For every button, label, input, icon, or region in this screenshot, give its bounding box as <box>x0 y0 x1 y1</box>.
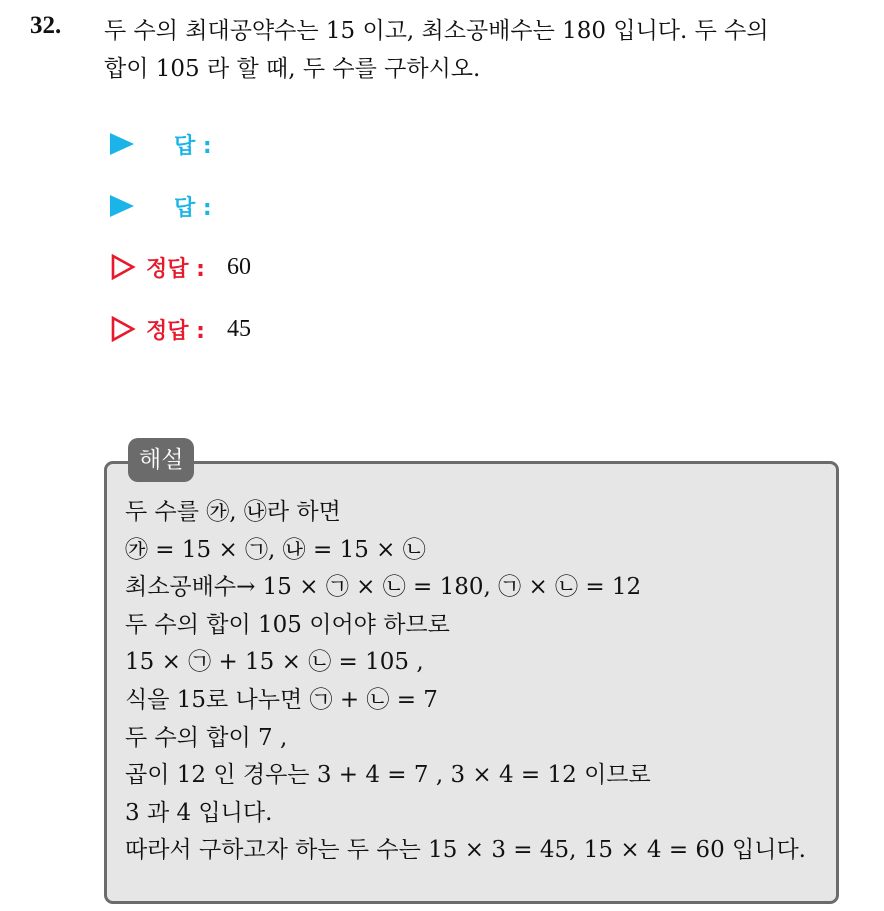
explanation-line: 곱이 12 인 경우는 3 + 4 = 7 , 3 × 4 = 12 이므로 <box>125 762 651 789</box>
correct-value: 45 <box>226 315 251 342</box>
answer-label: 답 : <box>174 133 212 159</box>
explanation-line: 3 과 4 입니다. <box>125 799 273 826</box>
filled-triangle-icon <box>110 133 134 155</box>
explanation-line: 15 × ㉠ + 15 × ㉡ = 105 , <box>125 649 424 676</box>
filled-triangle-icon <box>110 195 134 217</box>
explanation-tag: 해설 <box>128 438 194 482</box>
explanation-line: 두 수를 ㉮, ㉯라 하면 <box>125 499 341 525</box>
outline-triangle-icon <box>110 254 136 280</box>
question-number: 32. <box>30 12 62 39</box>
explanation-line: 최소공배수→ 15 × ㉠ × ㉡ = 180, ㉠ × ㉡ = 12 <box>125 574 642 601</box>
correct-value: 60 <box>226 253 251 280</box>
explanation-line: 두 수의 합이 105 이어야 하므로 <box>125 611 450 638</box>
question-line-2: 합이 105 라 할 때, 두 수를 구하시오. <box>104 56 481 82</box>
correct-answer-2 <box>110 312 251 346</box>
correct-label: 정답 : <box>146 256 205 282</box>
explanation-line: 식을 15로 나누면 ㉠ + ㉡ = 7 <box>125 686 438 713</box>
correct-answer-1 <box>110 250 251 284</box>
explanation-line: 따라서 구하고자 하는 두 수는 15 × 3 = 45, 15 × 4 = 60 입니다. <box>125 837 806 864</box>
correct-label: 정답 : <box>146 318 205 344</box>
answer-blank-1[interactable] <box>110 127 212 161</box>
explanation-line: 두 수의 합이 7 , <box>125 724 288 751</box>
question-line-1: 두 수의 최대공약수는 15 이고, 최소공배수는 180 입니다. 두 수의 <box>104 18 769 44</box>
answer-label: 답 : <box>174 195 212 221</box>
outline-triangle-icon <box>110 316 136 342</box>
explanation-line: ㉮ = 15 × ㉠, ㉯ = 15 × ㉡ <box>125 536 426 563</box>
answer-blank-2[interactable] <box>110 189 212 223</box>
question-text <box>104 12 874 88</box>
explanation-text <box>125 494 806 870</box>
